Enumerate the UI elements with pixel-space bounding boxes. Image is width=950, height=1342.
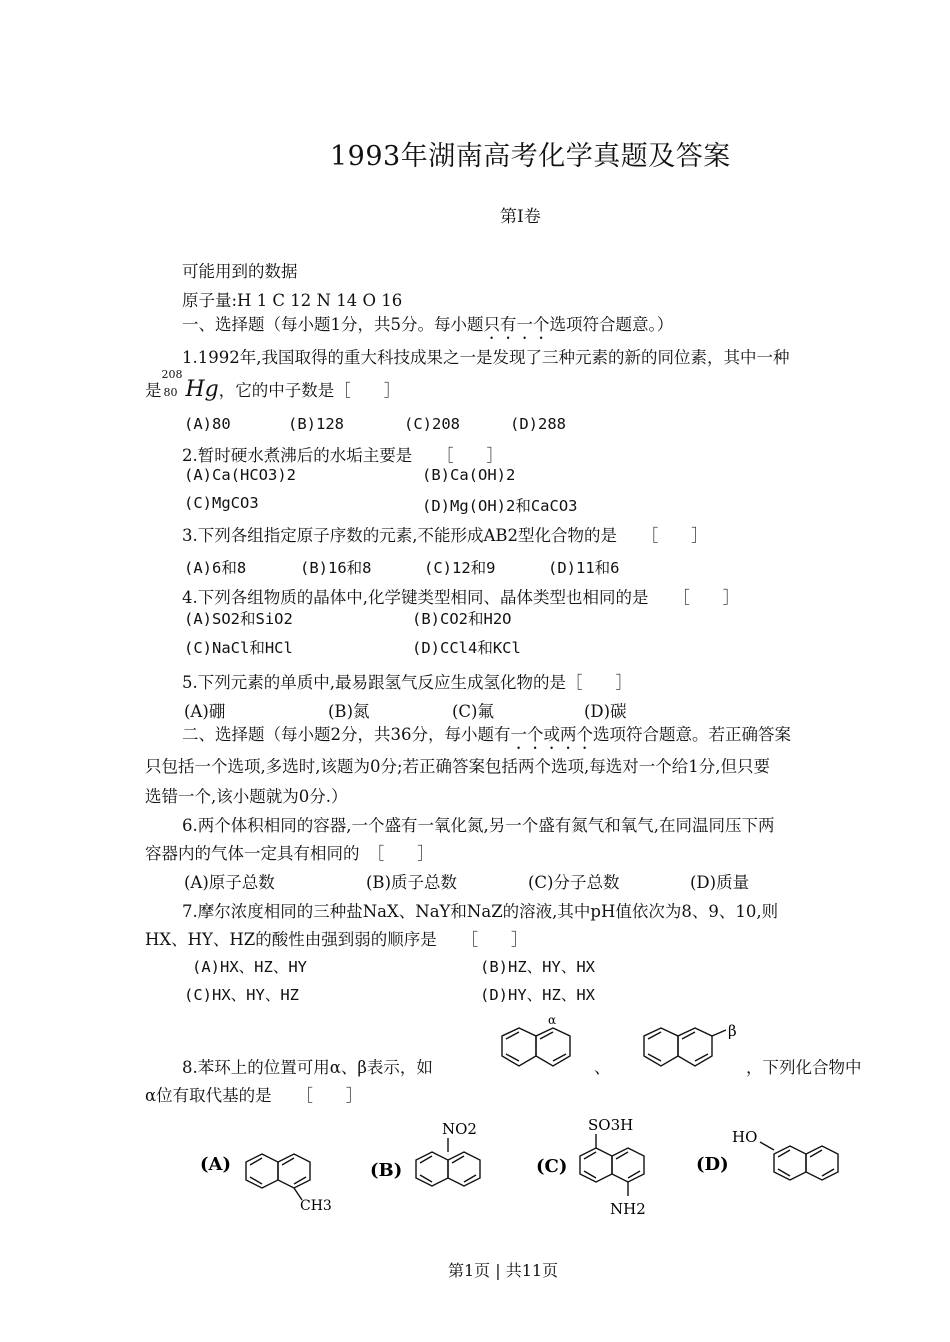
data-intro: 可能用到的数据: [182, 262, 298, 281]
page-footer: 第1页 | 共11页: [448, 1261, 559, 1280]
q8-label-d: (D): [696, 1154, 729, 1175]
q8-line1-post: ，下列化合物中: [746, 1058, 862, 1077]
sulfonic-label: SO3H: [588, 1116, 634, 1134]
q8-option-c-structure: [536, 1110, 676, 1222]
q1-option-d: (D)288: [510, 415, 566, 433]
atomic-mass-line: 原子量:H 1 C 12 N 14 O 16: [182, 291, 403, 310]
q8-label-c: (C): [536, 1156, 568, 1177]
volume-heading: 第Ⅰ卷: [500, 207, 541, 227]
q4-stem: 4.下列各组物质的晶体中,化学键类型相同、晶体类型也相同的是 ［ ］: [182, 588, 740, 607]
q1-line1: 1.1992年,我国取得的重大科技成果之一是发现了三种元素的新的同位素，其中一种: [182, 348, 790, 367]
naphthalene-alpha-diagram: [498, 1010, 582, 1074]
q8-separator: 、: [594, 1058, 611, 1077]
hydroxyl-label: HO: [732, 1128, 758, 1146]
hg-isotope: 208 80: [161, 368, 183, 399]
section1-heading: 一、选择题（每小题1分，共5分。每小题只有一个选项符合题意。）: [182, 315, 674, 334]
q2-option-b: (B)Ca(OH)2: [422, 466, 516, 484]
q7-line2: HX、HY、HZ的酸性由强到弱的顺序是 ［ ］: [145, 930, 528, 949]
q8-option-a-structure: [196, 1142, 346, 1214]
q5-option-c: (C)氟: [452, 702, 494, 721]
amino-label: NH2: [610, 1200, 646, 1218]
q3-option-a: (A)6和8: [184, 559, 247, 577]
q6-option-d: (D)质量: [690, 873, 750, 892]
q8-option-d-structure: [696, 1120, 846, 1200]
q1-option-b: (B)128: [288, 415, 344, 433]
beta-label: β: [728, 1022, 737, 1040]
q1-option-c: (C)208: [404, 415, 460, 433]
nitro-label: NO2: [442, 1120, 477, 1138]
q6-option-c: (C)分子总数: [528, 873, 620, 892]
q2-stem: 2.暂时硬水煮沸后的水垢主要是 ［ ］: [182, 446, 503, 465]
q4-option-b: (B)CO2和H2O: [412, 610, 512, 628]
section2-heading: 二、选择题（每小题2分，共36分，每小题有一个或两个选项符合题意。若正确答案: [182, 725, 791, 744]
q7-option-a: (A)HX、HZ、HY: [192, 958, 307, 976]
q8-line1-pre: 8.苯环上的位置可用α、β表示，如: [182, 1058, 433, 1077]
q2-option-c: (C)MgCO3: [184, 494, 259, 512]
q1-option-a: (A)80: [184, 415, 231, 433]
q8-label-a: (A): [200, 1154, 231, 1175]
q8-line2: α位有取代基的是 ［ ］: [145, 1086, 363, 1105]
section2-line2: 只包括一个选项,多选时,该题为0分;若正确答案包括两个选项,每选对一个给1分,但只要: [145, 757, 771, 776]
q7-line1: 7.摩尔浓度相同的三种盐NaX、NaY和NaZ的溶液,其中pH值依次为8、9、10,则: [182, 902, 779, 921]
q3-stem: 3.下列各组指定原子序数的元素,不能形成AB2型化合物的是 ［ ］: [182, 526, 708, 545]
q3-option-d: (D)11和6: [548, 559, 620, 577]
q5-option-d: (D)碳: [584, 702, 627, 721]
q5-option-a: (A)硼: [184, 702, 226, 721]
q3-option-b: (B)16和8: [300, 559, 372, 577]
alpha-label: α: [548, 1013, 557, 1027]
naphthalene-beta-diagram: [640, 1018, 744, 1074]
q7-option-b: (B)HZ、HY、HX: [480, 958, 595, 976]
q8-label-b: (B): [370, 1160, 403, 1181]
q7-option-d: (D)HY、HZ、HX: [480, 986, 595, 1004]
page-title: 1993年湖南高考化学真题及答案: [330, 141, 731, 172]
q1-line2: 是 208 80 Hg，它的中子数是［ ］: [145, 368, 401, 402]
q6-line1: 6.两个体积相同的容器,一个盛有一氧化氮,另一个盛有氮气和氧气,在同温同压下两: [182, 816, 775, 835]
section2-line3: 选错一个,该小题就为0分.）: [145, 787, 348, 806]
q7-option-c: (C)HX、HY、HZ: [184, 986, 299, 1004]
q3-option-c: (C)12和9: [424, 559, 496, 577]
q2-option-a: (A)Ca(HCO3)2: [184, 466, 296, 484]
q6-option-a: (A)原子总数: [184, 873, 275, 892]
q4-option-a: (A)SO2和SiO2: [184, 610, 293, 628]
q5-option-b: (B)氮: [328, 702, 370, 721]
q6-line2: 容器内的气体一定具有相同的 ［ ］: [145, 844, 434, 863]
q8-option-b-structure: [370, 1114, 490, 1214]
methyl-label: CH3: [300, 1198, 332, 1214]
q2-option-d: (D)Mg(OH)2和CaCO3: [422, 497, 578, 515]
q5-stem: 5.下列元素的单质中,最易跟氢气反应生成氢化物的是［ ］: [182, 673, 632, 692]
q4-option-c: (C)NaCl和HCl: [184, 639, 293, 657]
q4-option-d: (D)CCl4和KCl: [412, 639, 521, 657]
q6-option-b: (B)质子总数: [366, 873, 457, 892]
